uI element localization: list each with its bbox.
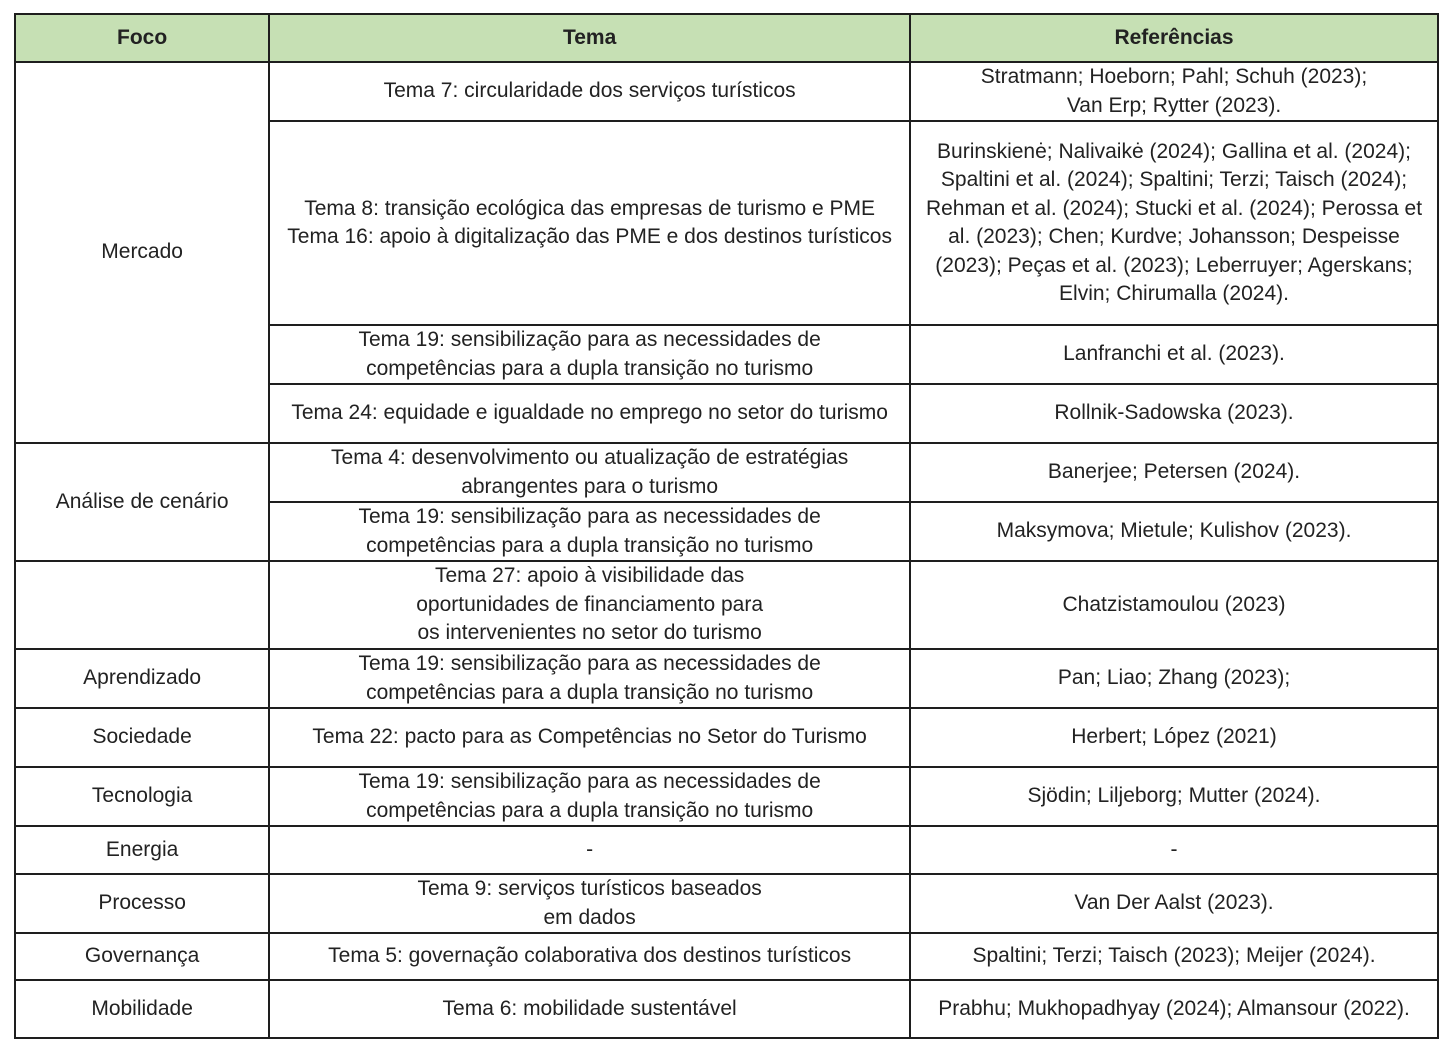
tema-cell: Tema 19: sensibilização para as necessidades de competências para a dupla transição no turismo (269, 325, 910, 384)
header-referencias: Referências (910, 14, 1438, 62)
referencias-cell: Spaltini; Terzi; Taisch (2023); Meijer (2024). (910, 933, 1438, 980)
ref-line: Stratmann; Hoeborn; Pahl; Schuh (2023); (980, 65, 1368, 88)
foco-cell: Tecnologia (15, 767, 269, 826)
foco-cell: Aprendizado (15, 649, 269, 708)
tema-cell (269, 121, 910, 325)
table-row (15, 649, 1438, 708)
tema-cell: Tema 4: desenvolvimento ou atualização de estratégias abrangentes para o turismo (269, 443, 910, 502)
referencias-cell: Maksymova; Mietule; Kulishov (2023). (910, 502, 1438, 561)
foco-cell: Processo (15, 874, 269, 933)
table-row (15, 443, 1438, 502)
tema-text: oportunidades de financiamento para (416, 592, 763, 616)
table-row (15, 708, 1438, 767)
tema-text: Tema 8: transição ecológica das empresas de turismo e PME (304, 196, 875, 220)
referencias-cell: Herbert; López (2021) (910, 708, 1438, 767)
tema-cell (269, 561, 910, 649)
foco-cell: Sociedade (15, 708, 269, 767)
referencias-cell: Lanfranchi et al. (2023). (910, 325, 1438, 384)
foco-cell: Mercado (15, 62, 269, 443)
table-row (15, 561, 1438, 649)
tema-text: os intervenientes no setor do turismo (417, 621, 762, 645)
header-foco: Foco (15, 14, 269, 62)
foco-cell: Mobilidade (15, 980, 269, 1038)
tema-text: Tema 9: serviços turísticos baseados (417, 877, 762, 900)
tema-cell: Tema 24: equidade e igualdade no emprego no setor do turismo (269, 384, 910, 443)
foco-cell-empty (15, 561, 269, 649)
foco-cell: Governança (15, 933, 269, 980)
tema-cell: - (269, 826, 910, 874)
tema-cell: Tema 19: sensibilização para as necessidades de competências para a dupla transição no turismo (269, 649, 910, 708)
tema-cell: Tema 19: sensibilização para as necessidades de competências para a dupla transição no turismo (269, 502, 910, 561)
table-row (15, 767, 1438, 826)
referencias-cell: Banerjee; Petersen (2024). (910, 443, 1438, 502)
tema-cell: Tema 22: pacto para as Competências no Setor do Turismo (269, 708, 910, 767)
table-header-row (15, 14, 1438, 62)
tema-text: Tema 27: apoio à visibilidade das (434, 564, 745, 588)
table-row (15, 933, 1438, 980)
tema-cell: Tema 6: mobilidade sustentável (269, 980, 910, 1038)
tema-cell (269, 62, 910, 121)
referencias-cell: Burinskienė; Nalivaikė (2024); Gallina et al. (2024); Spaltini et al. (2024); Spaltini; Terzi; Taisch (2024); Rehman et al. (2024); Stucki et al. (2024); Perossa et al. (2023); Chen; Kurdve; Johansson; Despeisse (2023); Peças et al. (2023); Leberruyer; Agerskans; Elvin; Chirumalla (2024). (910, 121, 1438, 325)
referencias-cell: Pan; Liao; Zhang (2023); (910, 649, 1438, 708)
tema-cell (269, 874, 910, 933)
table-row (15, 62, 1438, 121)
foco-cell: Energia (15, 826, 269, 874)
tema-text: Tema 7: circularidade dos serviços turísticos (383, 79, 796, 103)
foco-tema-referencias-table (14, 13, 1439, 1039)
table-row (15, 874, 1438, 933)
table-row (15, 826, 1438, 874)
referencias-cell (910, 62, 1438, 121)
referencias-cell: - (910, 826, 1438, 874)
table-row (15, 980, 1438, 1038)
tema-text: Tema 16: apoio à digitalização das PME e dos destinos turísticos (287, 225, 892, 248)
referencias-cell: Van Der Aalst (2023). (910, 874, 1438, 933)
tema-cell: Tema 19: sensibilização para as necessidades de competências para a dupla transição no turismo (269, 767, 910, 826)
ref-line: Van Erp; Rytter (2023). (1066, 93, 1282, 117)
referencias-cell: Chatzistamoulou (2023) (910, 561, 1438, 649)
referencias-cell: Sjödin; Liljeborg; Mutter (2024). (910, 767, 1438, 826)
foco-cell: Análise de cenário (15, 443, 269, 561)
referencias-cell: Rollnik-Sadowska (2023). (910, 384, 1438, 443)
referencias-cell: Prabhu; Mukhopadhyay (2024); Almansour (2022). (910, 980, 1438, 1038)
header-tema: Tema (269, 14, 910, 62)
tema-text: em dados (543, 905, 636, 929)
tema-cell: Tema 5: governação colaborativa dos destinos turísticos (269, 933, 910, 980)
